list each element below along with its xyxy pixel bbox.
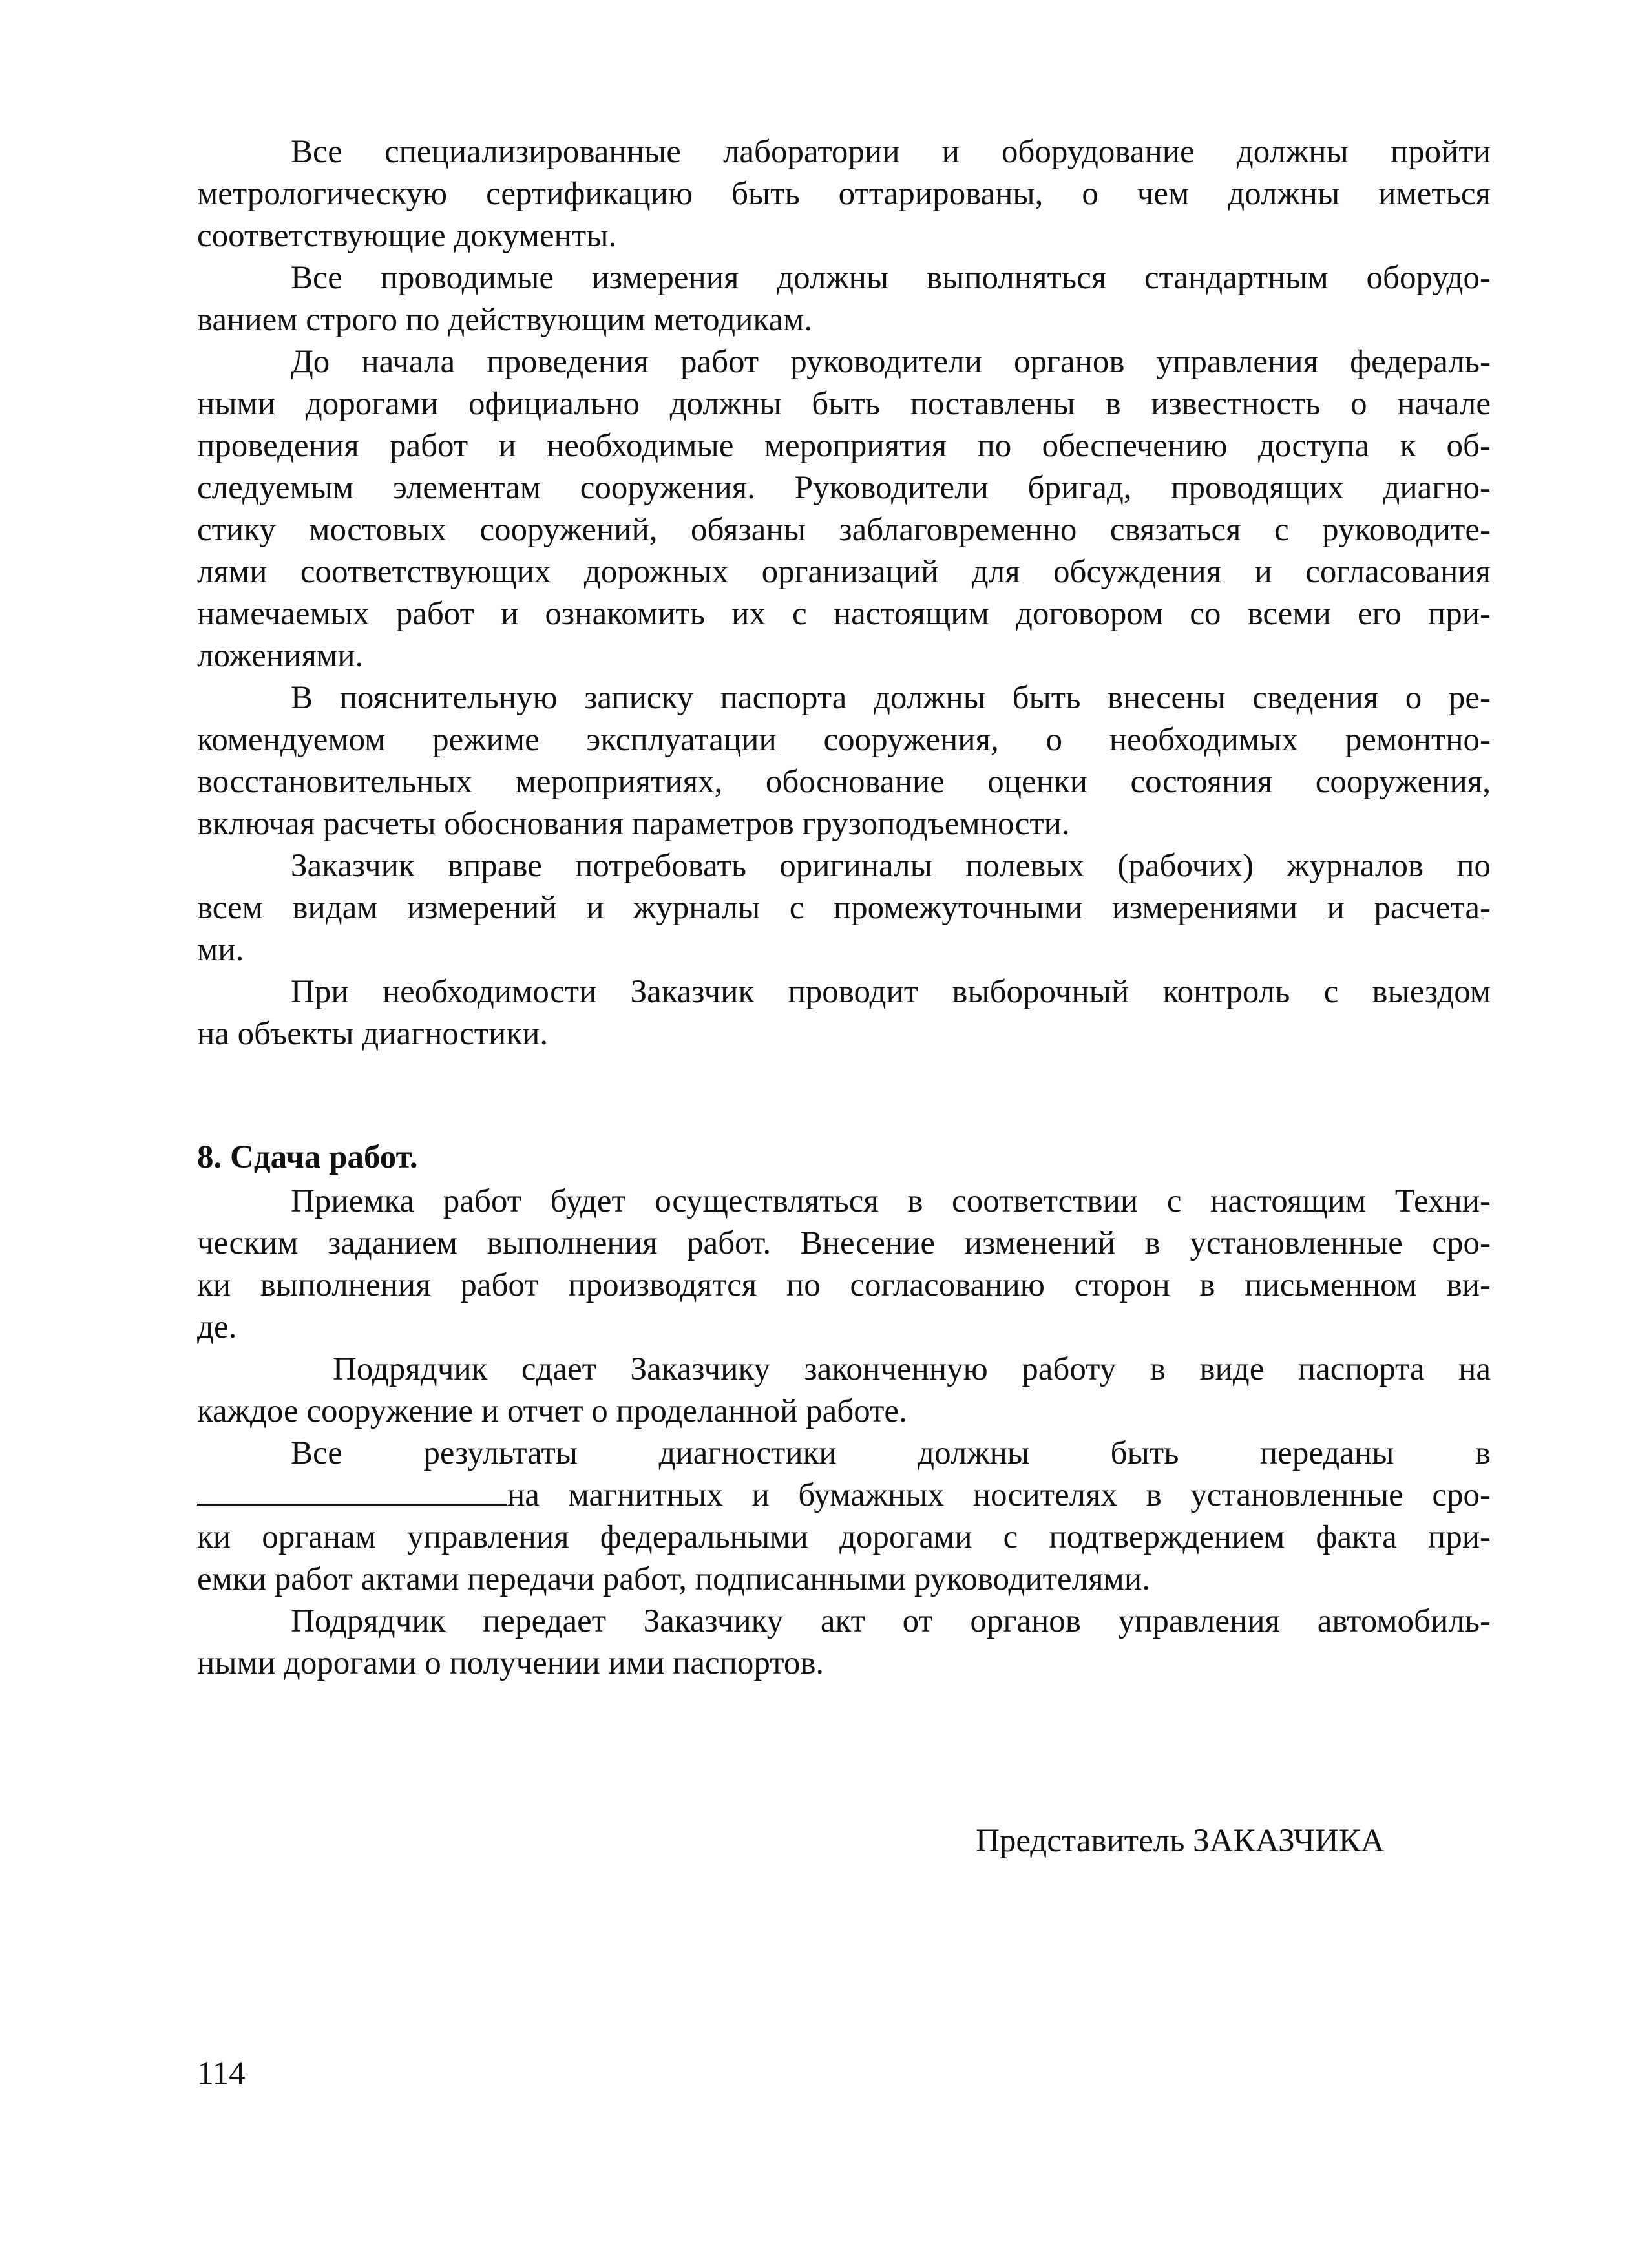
text-line: ложениями. bbox=[197, 638, 364, 674]
page-number: 114 bbox=[197, 2055, 246, 2092]
text-line: При необходимости Заказчик проводит выборочный контроль с выездом bbox=[291, 974, 1491, 1010]
text-line: соответствующие документы. bbox=[197, 218, 617, 254]
section-paragraph-3 bbox=[197, 1433, 1491, 1601]
text-line: следуемым элементам сооружения. Руководители бригад, проводящих диагно- bbox=[197, 470, 1491, 506]
text-line: В пояснительную записку паспорта должны быть внесены сведения о ре- bbox=[291, 680, 1491, 716]
text-line: Заказчик вправе потребовать оригиналы полевых (рабочих) журналов по bbox=[291, 848, 1491, 884]
paragraph-5 bbox=[197, 845, 1491, 971]
text-line: Все результаты диагностики должны быть переданы в bbox=[291, 1435, 1491, 1471]
text-line bbox=[197, 1475, 1491, 1517]
text-line: метрологическую сертификацию быть оттарированы, о чем должны иметься bbox=[197, 176, 1491, 212]
text-line: восстановительных мероприятиях, обоснование оценки состояния сооружения, bbox=[197, 764, 1491, 800]
section-heading: 8. Сдача работ. bbox=[197, 1139, 418, 1175]
text-line: ческим заданием выполнения работ. Внесение изменений в установленные сро- bbox=[197, 1225, 1491, 1261]
section-paragraph-2 bbox=[197, 1349, 1491, 1433]
section-paragraph-1 bbox=[197, 1181, 1491, 1349]
text-line: включая расчеты обоснования параметров грузоподъемности. bbox=[197, 806, 1070, 842]
text-line: лями соответствующих дорожных организаций для обсуждения и согласования bbox=[197, 554, 1491, 590]
signature-label: Представитель ЗАКАЗЧИКА bbox=[976, 1823, 1385, 1859]
paragraph-4 bbox=[197, 677, 1491, 845]
text-line: каждое сооружение и отчет о проделанной работе. bbox=[197, 1393, 907, 1429]
text-line: Подрядчик сдает Заказчику законченную работу в виде паспорта на bbox=[333, 1351, 1491, 1387]
text-segment: на магнитных и бумажных носителях в установленные сро- bbox=[507, 1477, 1491, 1513]
text-line: Подрядчик передает Заказчику акт от органов управления автомобиль- bbox=[291, 1603, 1491, 1639]
text-line: Все специализированные лаборатории и оборудование должны пройти bbox=[291, 134, 1491, 170]
text-line: комендуемом режиме эксплуатации сооружения, о необходимых ремонтно- bbox=[197, 722, 1491, 758]
text-line: всем видам измерений и журналы с промежуточными измерениями и расчета- bbox=[197, 890, 1491, 926]
text-line: ми. bbox=[197, 932, 244, 968]
text-line: ки выполнения работ производятся по согласованию сторон в письменном ви- bbox=[197, 1267, 1491, 1303]
text-line: До начала проведения работ руководители органов управления федераль- bbox=[291, 344, 1491, 380]
text-line: проведения работ и необходимые мероприятия по обеспечению доступа к об- bbox=[197, 428, 1491, 464]
paragraph-6 bbox=[197, 971, 1491, 1055]
text-line: на объекты диагностики. bbox=[197, 1016, 549, 1052]
text-line: емки работ актами передачи работ, подписанными руководителями. bbox=[197, 1561, 1150, 1597]
text-line: де. bbox=[197, 1309, 237, 1345]
text-line: Приемка работ будет осуществляться в соответствии с настоящим Техни- bbox=[291, 1183, 1491, 1219]
text-line: намечаемых работ и ознакомить их с настоящим договором со всеми его при- bbox=[197, 596, 1491, 632]
paragraph-1 bbox=[197, 131, 1491, 257]
text-line: ными дорогами официально должны быть поставлены в известность о начале bbox=[197, 386, 1491, 422]
section-paragraph-4 bbox=[197, 1601, 1491, 1685]
text-line: стику мостовых сооружений, обязаны заблаговременно связаться с руководите- bbox=[197, 512, 1491, 548]
blank-field-underline bbox=[197, 1475, 507, 1506]
text-line: ными дорогами о получении ими паспортов. bbox=[197, 1645, 824, 1681]
text-line: ванием строго по действующим методикам. bbox=[197, 302, 813, 338]
paragraph-3 bbox=[197, 341, 1491, 677]
text-line: Все проводимые измерения должны выполняться стандартным оборудо- bbox=[291, 260, 1491, 296]
paragraph-2 bbox=[197, 257, 1491, 341]
text-line: ки органам управления федеральными дорогами с подтверждением факта при- bbox=[197, 1519, 1491, 1555]
